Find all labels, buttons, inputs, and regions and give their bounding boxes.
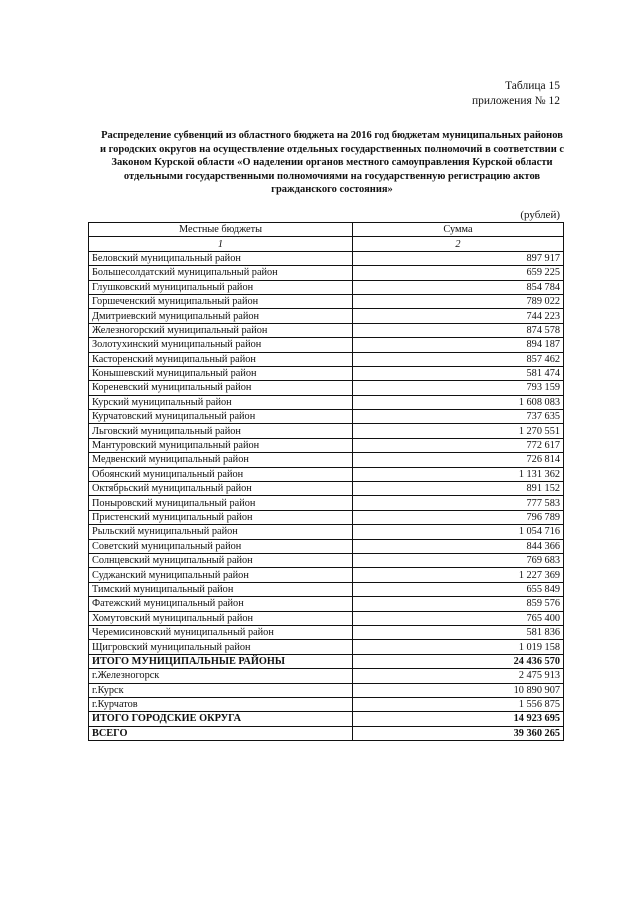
sum-cell: 744 223 [353, 309, 564, 323]
sum-cell: 789 022 [353, 294, 564, 308]
sum-cell: 581 836 [353, 625, 564, 639]
sum-cell: 857 462 [353, 352, 564, 366]
sum-cell: 659 225 [353, 266, 564, 280]
table-row [89, 352, 564, 366]
budget-name-cell: Пристенский муниципальный район [89, 510, 353, 524]
sum-cell: 1 608 083 [353, 395, 564, 409]
budget-name-cell: Железногорский муниципальный район [89, 323, 353, 337]
column-numbers-row [89, 237, 564, 251]
table-row [89, 640, 564, 654]
sum-cell: 777 583 [353, 496, 564, 510]
sum-cell: 1 054 716 [353, 525, 564, 539]
sum-cell: 897 917 [353, 251, 564, 265]
budget-name-cell: Глушковский муниципальный район [89, 280, 353, 294]
table-row [89, 309, 564, 323]
table-row [89, 669, 564, 683]
sum-cell: 894 187 [353, 338, 564, 352]
sum-cell: 1 227 369 [353, 568, 564, 582]
table-body [89, 251, 564, 740]
budget-name-cell: Курчатовский муниципальный район [89, 410, 353, 424]
table-row [89, 496, 564, 510]
sum-cell: 655 849 [353, 582, 564, 596]
table-row [89, 366, 564, 380]
table-row [89, 525, 564, 539]
budget-name-cell: Щигровский муниципальный район [89, 640, 353, 654]
sum-cell: 796 789 [353, 510, 564, 524]
column-number-1: 1 [89, 237, 353, 251]
table-row [89, 611, 564, 625]
sum-cell: 581 474 [353, 366, 564, 380]
budget-name-cell: ИТОГО ГОРОДСКИЕ ОКРУГА [89, 712, 353, 726]
sum-cell: 1 019 158 [353, 640, 564, 654]
appendix-reference: приложения № 12 [472, 95, 560, 107]
budget-name-cell: Черемисиновский муниципальный район [89, 625, 353, 639]
sum-cell: 737 635 [353, 410, 564, 424]
units-label: (рублей) [520, 209, 560, 221]
sum-cell: 39 360 265 [353, 726, 564, 740]
table-row [89, 266, 564, 280]
table-row [89, 453, 564, 467]
budget-name-cell: Кореневский муниципальный район [89, 381, 353, 395]
budget-name-cell: Солнцевский муниципальный район [89, 553, 353, 567]
table-number: Таблица 15 [505, 80, 560, 92]
column-header-budgets: Местные бюджеты [89, 223, 353, 237]
table-row [89, 424, 564, 438]
subsidy-table [88, 222, 564, 741]
title-line: Распределение субвенций из областного бюджета на 2016 год бюджетам муниципальных районов [101, 130, 563, 141]
sum-cell: 793 159 [353, 381, 564, 395]
budget-name-cell: Касторенский муниципальный район [89, 352, 353, 366]
budget-name-cell: Конышевский муниципальный район [89, 366, 353, 380]
budget-name-cell: ВСЕГО [89, 726, 353, 740]
table-row [89, 697, 564, 711]
table-row [89, 582, 564, 596]
budget-name-cell: Советский муниципальный район [89, 539, 353, 553]
title-line: Законом Курской области «О наделении органов местного самоуправления Курской области [111, 157, 553, 169]
table-row [89, 438, 564, 452]
sum-cell: 772 617 [353, 438, 564, 452]
budget-name-cell: Большесолдатский муниципальный район [89, 266, 353, 280]
table-row [89, 467, 564, 481]
budget-name-cell: Золотухинский муниципальный район [89, 338, 353, 352]
table-row [89, 510, 564, 524]
sum-cell: 874 578 [353, 323, 564, 337]
table-row [89, 654, 564, 668]
table-row [89, 323, 564, 337]
budget-name-cell: Льговский муниципальный район [89, 424, 353, 438]
sum-cell: 1 270 551 [353, 424, 564, 438]
table-row [89, 381, 564, 395]
budget-name-cell: Поныровский муниципальный район [89, 496, 353, 510]
sum-cell: 859 576 [353, 597, 564, 611]
budget-name-cell: Фатежский муниципальный район [89, 597, 353, 611]
table-row [89, 395, 564, 409]
table-row [89, 294, 564, 308]
table-row [89, 597, 564, 611]
budget-name-cell: Горшеченский муниципальный район [89, 294, 353, 308]
budget-name-cell: Дмитриевский муниципальный район [89, 309, 353, 323]
sum-cell: 726 814 [353, 453, 564, 467]
budget-name-cell: Рыльский муниципальный район [89, 525, 353, 539]
sum-cell: 844 366 [353, 539, 564, 553]
budget-name-cell: Обоянский муниципальный район [89, 467, 353, 481]
sum-cell: 765 400 [353, 611, 564, 625]
table-row [89, 568, 564, 582]
sum-cell: 891 152 [353, 482, 564, 496]
budget-name-cell: ИТОГО МУНИЦИПАЛЬНЫЕ РАЙОНЫ [89, 654, 353, 668]
sum-cell: 769 683 [353, 553, 564, 567]
table-header-row [89, 223, 564, 237]
sum-cell: 10 890 907 [353, 683, 564, 697]
budget-name-cell: Медвенский муниципальный район [89, 453, 353, 467]
budget-name-cell: г.Курск [89, 683, 353, 697]
table-row [89, 712, 564, 726]
budget-name-cell: Суджанский муниципальный район [89, 568, 353, 582]
column-number-2: 2 [353, 237, 564, 251]
title-line: отдельными государственными полномочиями на государственную регистрацию актов [123, 170, 541, 182]
column-header-sum: Сумма [353, 223, 564, 237]
table-row [89, 280, 564, 294]
budget-name-cell: Тимский муниципальный район [89, 582, 353, 596]
sum-cell: 14 923 695 [353, 712, 564, 726]
document-title [92, 129, 572, 197]
budget-name-cell: г.Железногорск [89, 669, 353, 683]
sum-cell: 2 475 913 [353, 669, 564, 683]
sum-cell: 1 556 875 [353, 697, 564, 711]
budget-name-cell: Беловский муниципальный район [89, 251, 353, 265]
table-row [89, 338, 564, 352]
budget-name-cell: Курский муниципальный район [89, 395, 353, 409]
sum-cell: 24 436 570 [353, 654, 564, 668]
sum-cell: 854 784 [353, 280, 564, 294]
table-header [472, 79, 560, 109]
budget-name-cell: Октябрьский муниципальный район [89, 482, 353, 496]
table-row [89, 553, 564, 567]
table-row [89, 683, 564, 697]
title-line: и городских округов на осуществление отдельных государственных полномочий в соответствии с [99, 143, 565, 155]
table-row [89, 625, 564, 639]
table-row [89, 410, 564, 424]
table-row [89, 482, 564, 496]
budget-name-cell: Хомутовский муниципальный район [89, 611, 353, 625]
budget-name-cell: г.Курчатов [89, 697, 353, 711]
sum-cell: 1 131 362 [353, 467, 564, 481]
table-row [89, 251, 564, 265]
table-row [89, 726, 564, 740]
table-row [89, 539, 564, 553]
budget-name-cell: Мантуровский муниципальный район [89, 438, 353, 452]
title-line: гражданского состояния» [271, 184, 393, 196]
